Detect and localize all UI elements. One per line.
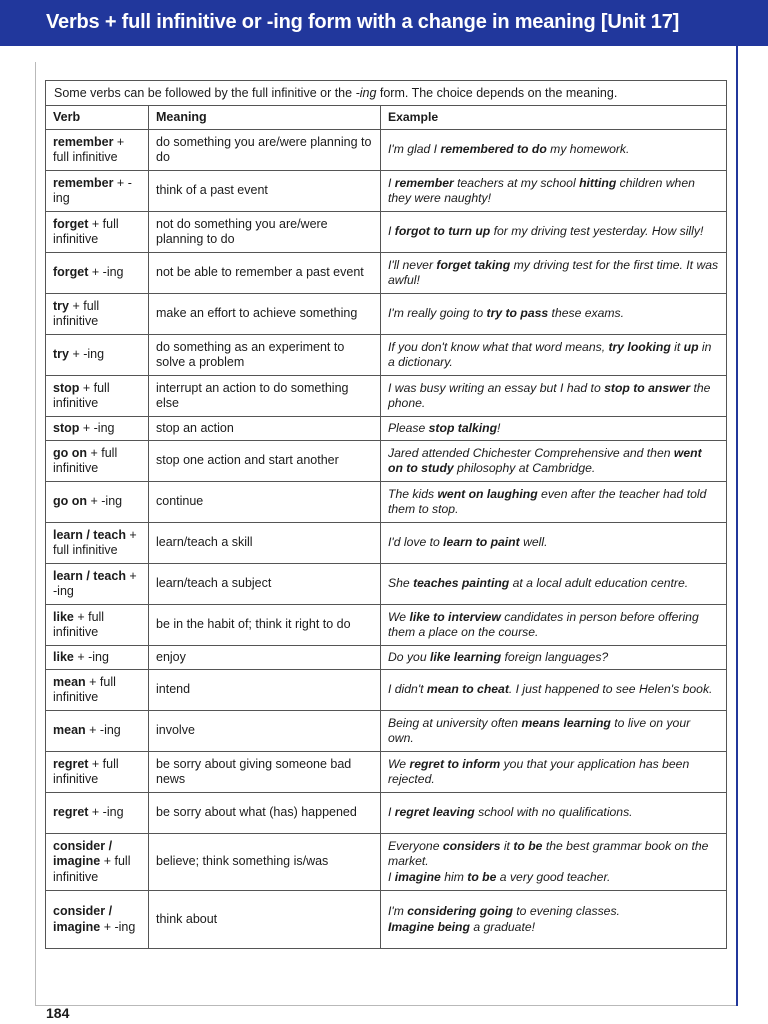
meaning-cell: be sorry about giving someone bad news [149, 752, 381, 792]
verb-segment: + -ing [73, 649, 109, 664]
example-cell [381, 376, 726, 416]
meaning-cell: not be able to remember a past event [149, 253, 381, 293]
example-segment: try looking [608, 339, 671, 354]
table-row [46, 417, 726, 441]
meaning-cell: do something as an experiment to solve a problem [149, 335, 381, 375]
verb-segment: + -ing [85, 723, 121, 738]
verb-segment: + full infinitive [53, 756, 119, 786]
table-row [46, 752, 726, 793]
meaning-cell: learn/teach a skill [149, 523, 381, 563]
example-segment: We [388, 756, 410, 771]
verb-segment: try [53, 298, 69, 313]
table-row [46, 376, 726, 417]
meaning-cell: be in the habit of; think it right to do [149, 605, 381, 645]
example-cell [381, 564, 726, 604]
table-row [46, 564, 726, 605]
example-segment: I [388, 805, 395, 820]
example-segment: you that your application has been rejected. [388, 756, 690, 786]
example-segment: stop talking [428, 420, 498, 435]
example-segment: I'm [388, 904, 408, 918]
table-row [46, 834, 726, 891]
example-cell [381, 834, 726, 890]
verb-segment: remember [53, 175, 114, 190]
verb-cell [46, 376, 149, 416]
example-segment: the best grammar book on the market. [388, 838, 709, 869]
intro-text-end: form. The choice depends on the meaning. [376, 86, 618, 100]
verb-segment: consider / imagine [53, 838, 113, 869]
example-segment: I was busy writing an essay but I had to [388, 380, 605, 395]
example-segment: in a dictionary. [388, 339, 712, 369]
example-segment: ! [497, 420, 501, 435]
example-segment: teachers at my school [453, 175, 580, 190]
verb-cell [46, 212, 149, 252]
table-body [46, 130, 726, 948]
meaning-cell: believe; think something is/was [149, 834, 381, 890]
verb-segment: + full infinitive [53, 216, 119, 246]
meaning-cell: enjoy [149, 646, 381, 669]
example-segment: went on to study [388, 445, 702, 475]
verb-cell [46, 711, 149, 751]
column-header-meaning: Meaning [149, 106, 381, 129]
example-segment: forget taking [436, 257, 511, 272]
verb-segment: + -ing [53, 175, 132, 205]
example-segment: I'd love to [388, 535, 444, 550]
verb-segment: go on [53, 494, 88, 509]
example-segment: foreign languages? [501, 649, 609, 664]
example-segment: my driving test for the first time. It was awful! [388, 257, 719, 287]
example-cell [381, 605, 726, 645]
example-segment: regret leaving [394, 805, 475, 820]
example-segment: went on laughing [437, 486, 538, 501]
verb-segment: forget [53, 216, 89, 231]
example-segment: the phone. [388, 380, 711, 410]
verb-cell [46, 130, 149, 170]
example-segment: Being at university often [388, 715, 522, 730]
verb-cell [46, 752, 149, 792]
example-segment: I'm really going to [388, 306, 487, 321]
table-row [46, 441, 726, 482]
intro-text-start: Some verbs can be followed by the full infinitive or the [54, 86, 356, 100]
page-number: 184 [46, 1005, 70, 1021]
table-row [46, 212, 726, 253]
table-row [46, 482, 726, 523]
verb-segment: + full infinitive [53, 380, 110, 410]
example-segment: like learning [430, 649, 502, 664]
column-header-example: Example [388, 109, 439, 124]
verb-segment: regret [53, 756, 89, 771]
example-segment: a graduate! [469, 919, 536, 934]
example-segment: Please [388, 420, 429, 435]
verb-segment: mean [53, 723, 86, 738]
meaning-cell: think about [149, 891, 381, 948]
verb-cell [46, 670, 149, 710]
verb-segment: + full infinitive [53, 298, 100, 328]
table-row [46, 891, 726, 948]
example-segment: I'll never [388, 257, 437, 272]
example-cell [381, 253, 726, 293]
verb-segment: + full infinitive [53, 854, 131, 884]
example-segment: regret to inform [409, 756, 501, 771]
verb-segment: + -ing [68, 347, 105, 362]
example-cell [381, 294, 726, 334]
table-header-row [46, 106, 726, 130]
table-row [46, 605, 726, 646]
verb-segment: mean [53, 674, 86, 689]
example-segment: to live on your own. [388, 715, 691, 745]
example-cell [381, 891, 726, 948]
example-segment: at a local adult education centre. [509, 576, 689, 591]
example-segment: up [683, 339, 699, 354]
example-segment: Everyone [388, 838, 443, 853]
example-segment: . I just happened to see Helen's book. [508, 682, 713, 697]
verb-segment: stop [53, 380, 80, 395]
example-segment: Do you [388, 649, 431, 664]
example-segment: I didn't [388, 682, 427, 697]
verb-cell [46, 335, 149, 375]
example-cell [381, 212, 726, 252]
meaning-cell: involve [149, 711, 381, 751]
meaning-cell: think of a past event [149, 171, 381, 211]
table-row [46, 171, 726, 212]
verb-segment: + full infinitive [53, 674, 116, 704]
example-segment: Jared attended Chichester Comprehensive and then [388, 445, 674, 460]
meaning-cell: stop an action [149, 417, 381, 440]
table-row [46, 711, 726, 752]
example-cell [381, 171, 726, 211]
verb-segment: + full infinitive [53, 445, 118, 475]
example-segment: well. [519, 535, 548, 550]
verb-cell [46, 891, 149, 948]
example-cell [381, 482, 726, 522]
verb-segment: learn / teach [53, 527, 126, 542]
verb-segment: remember [53, 134, 114, 149]
example-cell [381, 130, 726, 170]
verb-segment: + -ing [53, 568, 137, 598]
verb-segment: regret [53, 805, 89, 820]
example-cell [381, 417, 726, 440]
verb-cell [46, 605, 149, 645]
page-title: Verbs + full infinitive or -ing form with a change in meaning [Unit 17] [46, 11, 680, 33]
example-segment: it [500, 838, 514, 853]
verb-segment: go on [53, 445, 88, 460]
example-segment: these exams. [548, 306, 625, 321]
table-row [46, 335, 726, 376]
example-segment: a very good teacher. [496, 869, 611, 884]
verb-segment: consider / imagine [53, 904, 113, 934]
verb-segment: + -ing [87, 494, 123, 509]
verb-cell [46, 253, 149, 293]
verb-cell [46, 417, 149, 440]
meaning-cell: be sorry about what (has) happened [149, 793, 381, 833]
example-cell [381, 335, 726, 375]
verb-segment: learn / teach [53, 568, 126, 583]
example-segment: remembered to do [440, 142, 547, 157]
example-segment: to be [467, 869, 497, 884]
verb-cell [46, 564, 149, 604]
table-row [46, 523, 726, 564]
example-segment: means learning [521, 715, 611, 730]
example-segment: try to pass [486, 306, 549, 321]
example-segment: candidates in person before offering them a place on the course. [388, 609, 699, 639]
example-cell [381, 646, 726, 669]
example-segment: Imagine being [388, 919, 470, 934]
example-segment: I'm glad I [388, 142, 441, 157]
meaning-cell: interrupt an action to do something else [149, 376, 381, 416]
example-segment: children when they were naughty! [388, 175, 695, 205]
verb-cell [46, 646, 149, 669]
example-segment: She [388, 576, 414, 591]
table-intro [46, 81, 726, 106]
verb-segment: + -ing [100, 919, 136, 934]
table-row [46, 253, 726, 294]
example-segment: considers [442, 838, 501, 853]
verb-segment: + full infinitive [53, 134, 125, 164]
table-row [46, 130, 726, 171]
example-segment: even after the teacher had told them to stop. [388, 486, 707, 516]
meaning-cell: stop one action and start another [149, 441, 381, 481]
example-cell [381, 523, 726, 563]
example-segment: teaches painting [413, 576, 510, 591]
example-segment: learn to paint [443, 535, 520, 550]
example-segment: mean to cheat [426, 682, 509, 697]
verb-cell [46, 482, 149, 522]
verb-segment: stop [53, 420, 80, 435]
meaning-cell: intend [149, 670, 381, 710]
verb-segment: + -ing [79, 420, 115, 435]
intro-text-ing: -ing [355, 86, 377, 100]
grammar-table [45, 80, 727, 949]
verb-segment: like [53, 649, 74, 664]
example-segment: The kids [388, 486, 438, 501]
meaning-cell: make an effort to achieve something [149, 294, 381, 334]
table-row [46, 793, 726, 834]
column-header-verb: Verb [46, 106, 149, 129]
verb-segment: + -ing [88, 265, 124, 280]
table-row [46, 294, 726, 335]
meaning-cell: not do something you are/were planning to do [149, 212, 381, 252]
meaning-cell: continue [149, 482, 381, 522]
verb-segment: + -ing [88, 805, 124, 820]
example-segment: I [388, 869, 395, 884]
example-segment: If you don't know what that word means, [388, 339, 609, 354]
example-cell [381, 711, 726, 751]
verb-cell [46, 294, 149, 334]
example-cell [381, 752, 726, 792]
example-segment: philosophy at Cambridge. [453, 461, 596, 475]
verb-cell [46, 171, 149, 211]
verb-cell [46, 834, 149, 890]
verb-cell [46, 523, 149, 563]
example-segment: him [440, 869, 468, 884]
example-segment: it [670, 339, 684, 354]
verb-segment: + full infinitive [53, 609, 105, 639]
verb-segment: like [53, 609, 74, 624]
example-segment: I [388, 175, 395, 190]
verb-segment: forget [53, 265, 89, 280]
meaning-cell: do something you are/were planning to do [149, 130, 381, 170]
example-segment: We [388, 609, 410, 624]
page-header-bar [0, 0, 768, 46]
example-segment: remember [394, 175, 454, 190]
verb-segment: try [53, 347, 69, 362]
table-row [46, 646, 726, 670]
example-cell [381, 441, 726, 481]
example-cell [381, 793, 726, 833]
verb-segment: + full infinitive [53, 527, 137, 557]
meaning-cell: learn/teach a subject [149, 564, 381, 604]
example-segment: school with no qualifications. [474, 805, 633, 820]
example-segment: for my driving test yesterday. How silly! [490, 224, 704, 239]
example-segment: forgot to turn up [394, 224, 491, 239]
page-edge-rule [736, 46, 738, 1006]
example-segment: hitting [579, 175, 617, 190]
example-segment: I [388, 224, 395, 239]
example-segment: to be [513, 838, 543, 853]
example-segment: like to interview [409, 609, 501, 624]
verb-cell [46, 793, 149, 833]
example-segment: considering going [407, 904, 513, 918]
example-segment: my homework. [546, 142, 630, 157]
example-cell [381, 670, 726, 710]
table-row [46, 670, 726, 711]
example-segment: to evening classes. [512, 904, 620, 918]
verb-cell [46, 441, 149, 481]
example-segment: imagine [394, 869, 441, 884]
example-segment: stop to answer [604, 380, 691, 395]
